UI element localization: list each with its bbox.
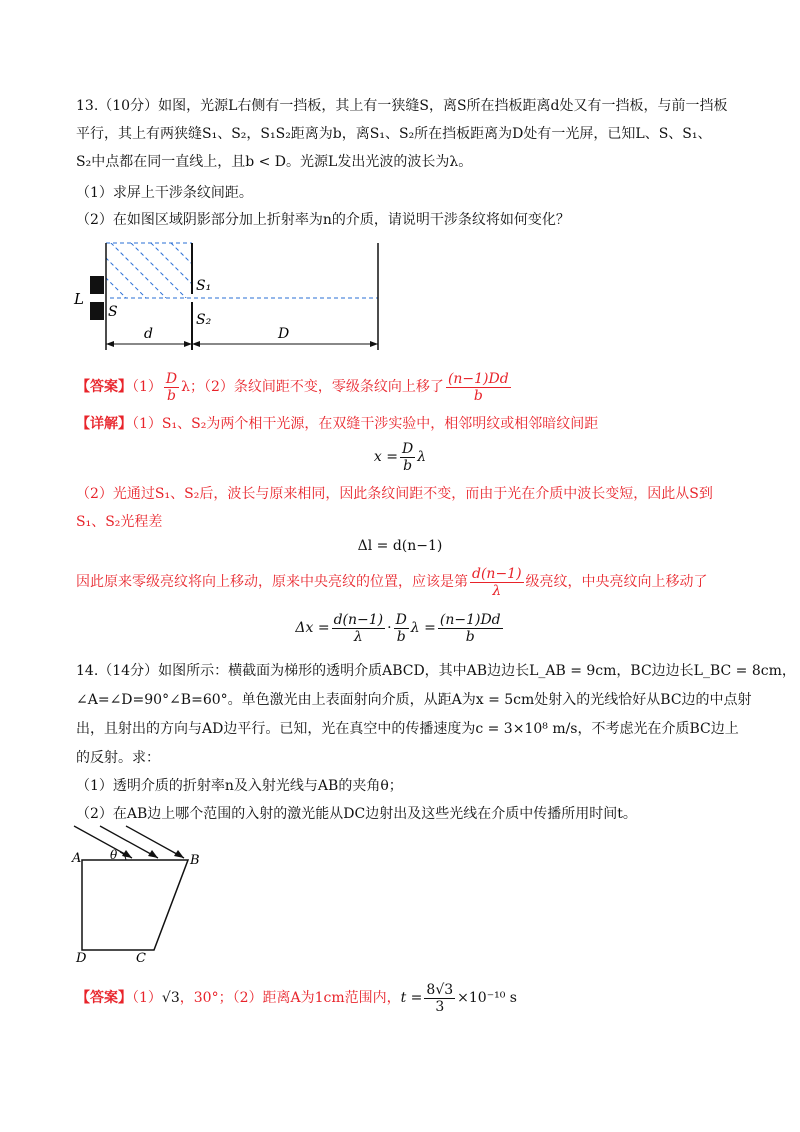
incident-ray-3-arrow	[174, 850, 184, 858]
dim-d-arrow-right	[184, 341, 192, 347]
answer-p1-den: b	[167, 387, 177, 404]
q13-detail-line-4	[76, 565, 708, 599]
eq3-dot: ·	[387, 620, 392, 636]
answer-14-sqrt3: √3	[161, 990, 180, 1006]
q14-stem-line-1: 14.（14分）如图所示：横截面为梯形的透明介质ABCD，其中AB边边长L_AB = 9cm，BC边边长L_BC = 8cm，	[76, 663, 796, 679]
q13-eq2: Δl = d(n−1)	[357, 538, 443, 554]
answer-tag: 【答案】	[76, 379, 132, 395]
label-theta: θ	[110, 848, 118, 862]
dim-d-arrow-left	[106, 341, 114, 347]
q13-eq3	[0, 610, 800, 646]
label-B: B	[190, 853, 200, 868]
eq3-fraction-2	[394, 612, 409, 645]
answer-p1-num: D	[165, 370, 178, 387]
q14-stem-line-3: 出，且射出的方向与AD边平行。已知，光在真空中的传播速度为c = 3×10⁸ m/s，不考虑光在介质BC边上	[76, 721, 739, 737]
q14-stem-line-2: ∠A=∠D=90°∠B=60°。单色激光由上表面射向介质，从距A为x = 5cm处射入的光线恰好从BC边的中点射	[76, 692, 752, 708]
eq1-fraction	[400, 441, 415, 474]
eq3-mid: λ =	[410, 620, 436, 636]
answer-p2-den: b	[473, 387, 483, 404]
dim-D-arrow-right	[370, 341, 378, 347]
answer-p1-prefix: （1）	[132, 379, 162, 395]
q13-part-1: （1）求屏上干涉条纹间距。	[76, 185, 253, 201]
q14-stem-line-4: 的反射。求：	[76, 750, 160, 766]
detail-4-num: d(n−1)	[472, 565, 522, 582]
q13-figure	[70, 238, 400, 353]
q14-figure	[70, 822, 210, 972]
answer-14-fraction	[424, 982, 455, 1015]
q13-stem-line-2: 平行，其上有两狭缝S₁、S₂，S₁S₂距离为b，离S₁、S₂所在挡板距离为D处有一光屏，已知L、S、S₁、	[76, 126, 712, 142]
incident-ray-2	[100, 826, 158, 858]
detail-4-fraction	[470, 566, 524, 599]
eq1-post: λ	[417, 449, 427, 465]
answer-14-prefix: （1）	[132, 990, 162, 1006]
detail-4-suffix: 级亮纹，中央亮纹向上移动了	[525, 574, 708, 590]
label-d: d	[144, 326, 153, 342]
answer-tag-14: 【答案】	[76, 990, 132, 1006]
q13-answer	[76, 370, 513, 404]
eq3-f3-num: (n−1)Dd	[439, 611, 501, 628]
eq1-num: D	[401, 440, 414, 457]
eq3-lhs: Δx =	[295, 620, 330, 636]
answer-14-num: 8√3	[426, 981, 454, 998]
label-S2: S₂	[196, 312, 212, 328]
answer-p2-num: (n−1)Dd	[447, 370, 509, 387]
eq1-den: b	[403, 457, 413, 474]
eq1-lhs: x =	[373, 449, 398, 465]
q14-part-1: （1）透明介质的折射率n及入射光线与AB的夹角θ；	[76, 778, 403, 794]
answer-14-t: t =	[400, 990, 423, 1006]
eq3-f1-num: d(n−1)	[333, 611, 384, 628]
q14-answer	[76, 980, 517, 1016]
label-A: A	[72, 851, 82, 866]
q13-detail-line-1	[76, 414, 598, 434]
eq3-fraction-1	[332, 612, 386, 645]
q14-part-2: （2）在AB边上哪个范围的入射的激光能从DC边射出及这些光线在介质中传播所用时间t。	[76, 806, 637, 822]
answer-p2-fraction	[446, 371, 511, 404]
q13-stem-line-1: 13.（10分）如图，光源L右侧有一挡板，其上有一狭缝S，离S所在挡板距离d处又有一挡板，与前一挡板	[76, 98, 728, 114]
label-D: D	[76, 951, 87, 966]
q13-detail-line-3: S₁、S₂光程差	[76, 514, 163, 530]
trapezoid-ABCD	[82, 860, 188, 950]
detail-tag: 【详解】	[76, 416, 132, 432]
detail-text-1: （1）S₁、S₂为两个相干光源，在双缝干涉实验中，相邻明纹或相邻暗纹间距	[132, 416, 599, 432]
q13-detail-line-2: （2）光通过S₁、S₂后，波长与原来相同，因此条纹间距不变，而由于光在介质中波长变短，因此从S到	[76, 486, 713, 502]
answer-14-den: 3	[435, 998, 445, 1015]
eq3-f2-den: b	[396, 628, 406, 645]
incident-ray-2-arrow	[148, 850, 158, 858]
answer-14-post: ×10⁻¹⁰ s	[457, 990, 517, 1006]
eq3-f1-den: λ	[353, 628, 363, 645]
incident-ray-3	[126, 826, 184, 858]
answer-14-mid: ，30°；（2）距离A为1cm范围内，	[179, 990, 401, 1006]
eq3-f2-num: D	[395, 611, 407, 628]
dim-D-arrow-left	[192, 341, 200, 347]
source-lower-block	[90, 302, 104, 320]
q13-stem-line-3: S₂中点都在同一直线上，且b < D。光源L发出光波的波长为λ。	[76, 154, 473, 170]
source-upper-block	[90, 276, 104, 294]
q13-part-2: （2）在如图区域阴影部分加上折射率为n的介质，请说明干涉条纹将如何变化？	[76, 212, 570, 228]
detail-4-prefix: 因此原来零级亮纹将向上移动，原来中央亮纹的位置，应该是第	[76, 574, 468, 590]
label-C: C	[136, 951, 146, 966]
eq3-fraction-3	[438, 612, 503, 645]
detail-4-den: λ	[492, 582, 502, 599]
answer-p1-fraction	[164, 371, 179, 404]
incident-ray-1	[74, 826, 132, 858]
answer-p1-text: λ；（2）条纹间距不变，零级条纹向上移了	[181, 379, 444, 395]
label-S1: S₁	[196, 278, 212, 294]
q13-eq1	[0, 440, 800, 474]
label-L: L	[74, 290, 84, 308]
label-S: S	[108, 304, 118, 320]
label-D: D	[278, 326, 290, 342]
eq3-f3-den: b	[465, 628, 475, 645]
